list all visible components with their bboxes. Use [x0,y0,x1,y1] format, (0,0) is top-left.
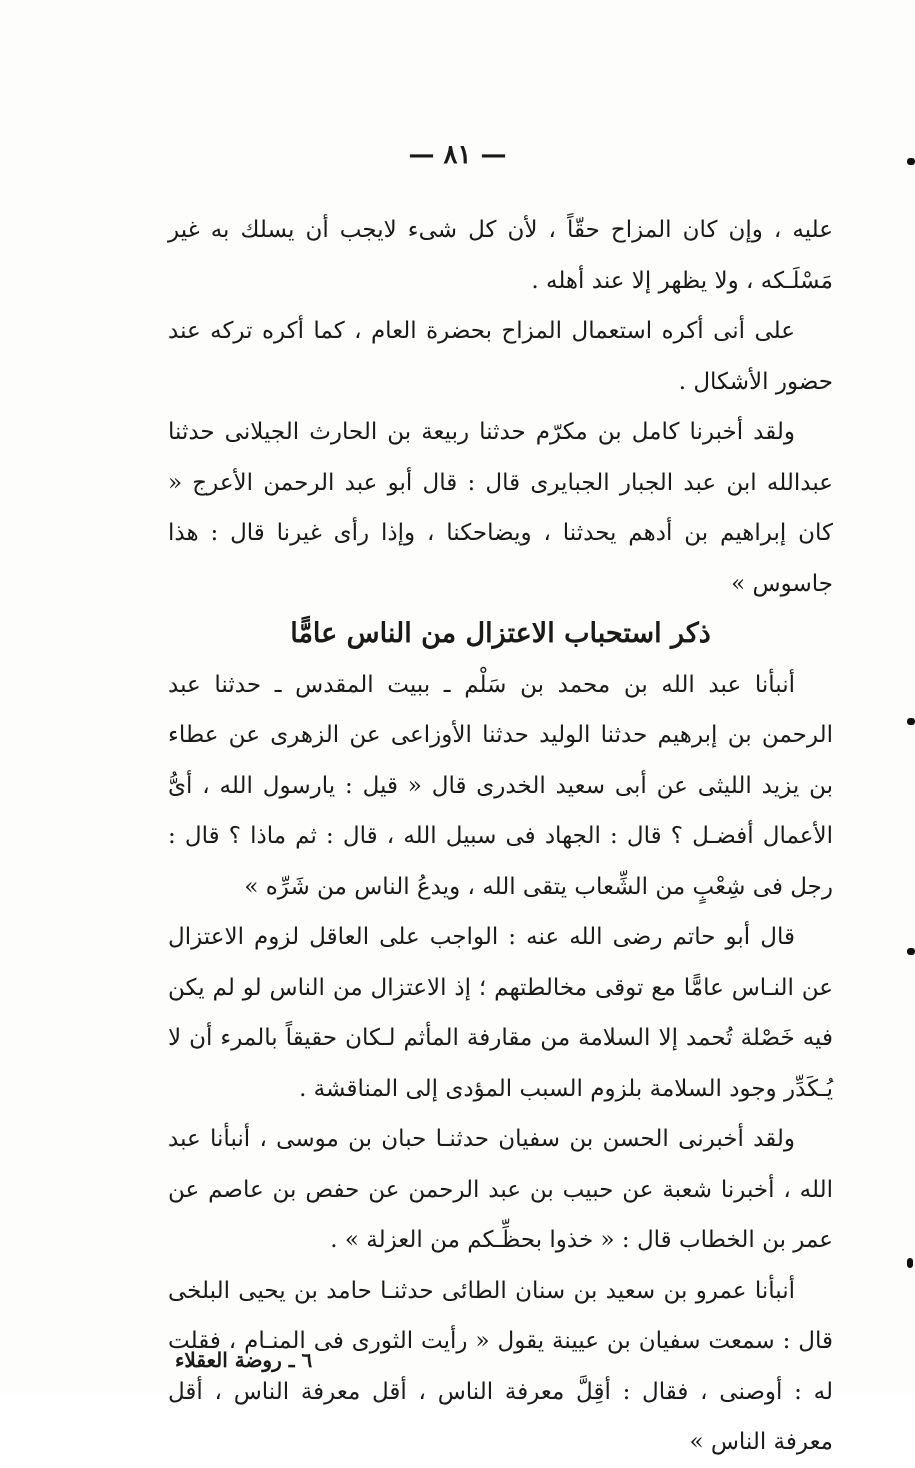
page-number: — ٨١ — [408,140,507,170]
footer-signature: ٦ ـ روضة العقلاء [175,1348,313,1372]
paragraph: قال أبو حاتم رضى الله عنه : الواجب على العاقل لزوم الاعتزال عن النـاس عامًّا مع توقى مخالطتهم ؛ إذ الاعتزال من الناس لو لم يكن فيه خَصْلة تُحمد إلا السلامة من مقارفة المأثم لـكان حقيقاً بالمرء أن لا يُـكَدِّر وجود السلامة بلزوم السبب المؤدى إلى المناقشة . [168,924,833,1102]
paragraph: أنبأنا عبد الله بن محمد بن سَلْم ـ ببيت المقدس ـ حدثنا عبد الرحمن بن إبرهيم حدثنا الوليد حدثنا الأوزاعى عن الزهرى عن عطاء بن يزيد الليثى عن أبى سعيد الخدرى قال « قيل : يارسول الله ، أىُّ الأعمال أفضـل ؟ قال : الجهاد فى سبيل الله ، قال : ثم ماذا ؟ قال : رجل فى شِعْبٍ من الشِّعاب يتقى الله ، ويدعُ الناس من شَرِّه » [168,671,833,900]
section-heading: ذكر استحباب الاعتزال من الناس عامًّا [290,618,711,649]
margin-mark [907,718,915,725]
paragraph: على أنى أكره استعمال المزاح بحضرة العام ، كما أكره تركه عند حضور الأشكال . [168,318,833,395]
margin-mark [907,158,915,165]
body-text [168,205,833,1468]
margin-mark [907,948,915,955]
paragraph: أنبأنا عمرو بن سعيد بن سنان الطائى حدثنـا حامد بن يحيى البلخى قال : سمعت سفيان بن عيينة يقول « رأيت الثورى فى المنـام ، فقلت له : أوصنى ، فقال : أقِلَّ معرفة الناس ، أقل معرفة الناس ، أقل معرفة الناس » [168,1277,833,1455]
paragraph: عليه ، وإن كان المزاح حقّاً ، لأن كل شىء لايجب أن يسلك به غير مَسْلَـكه ، ولا يظهر إلا عند أهله . [168,217,833,294]
paragraph: ولقد أخبرنا كامل بن مكرّم حدثنا ربيعة بن الحارث الجيلانى حدثنا عبدالله ابن عبد الجبار الجبايرى قال : قال أبو عبد الرحمن الأعرج « كان إبراهيم بن أدهم يحدثنا ، ويضاحكنا ، وإذا رأى غيرنا قال : هذا جاسوس » [168,419,833,597]
margin-mark [907,1258,913,1268]
paragraph: ولقد أخبرنى الحسن بن سفيان حدثنـا حبان بن موسى ، أنبأنا عبد الله ، أخبرنا شعبة عن حبيب بن عبد الرحمن عن حفص بن عاصم عن عمر بن الخطاب قال : « خذوا بحظِّـكم من العزلة » . [168,1126,833,1253]
